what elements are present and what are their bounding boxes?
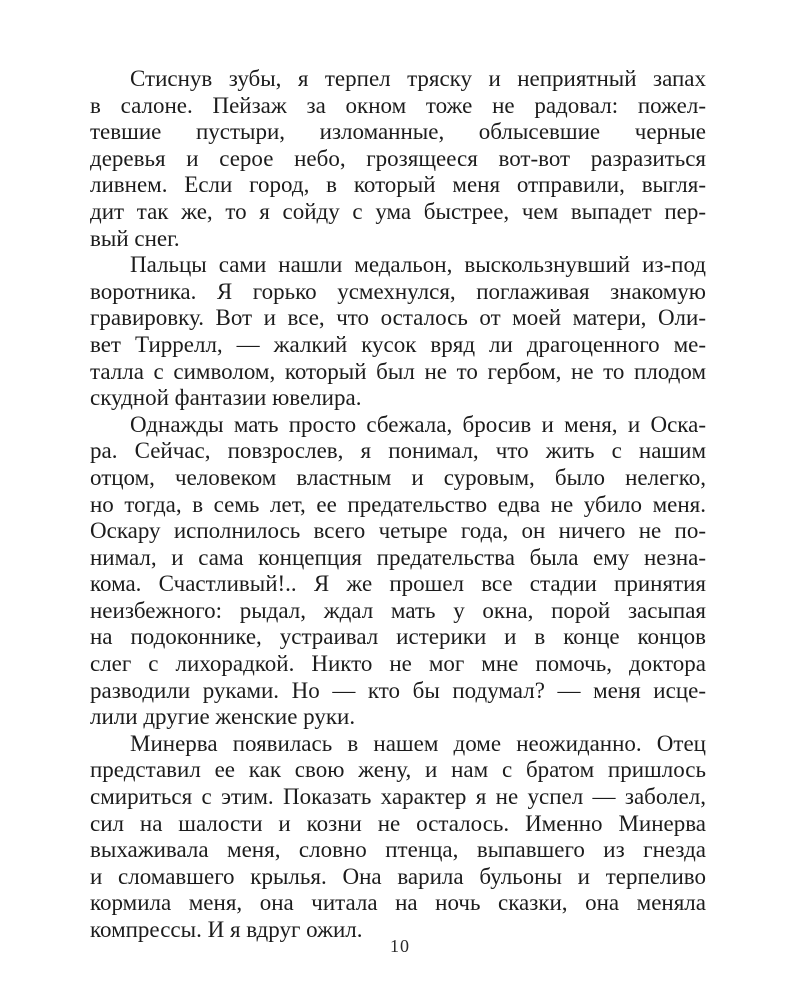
text-line: но тогда, в семь лет, ее предательство едва не убило меня. [90, 491, 706, 517]
text-line: нимал, и сама концепция предательства была ему незна- [90, 544, 706, 570]
text-line: и сломавшего крылья. Она варила бульоны и терпеливо [90, 863, 706, 889]
text-line: тевшие пустыри, изломанные, облысевшие черные [90, 119, 706, 145]
text-line: неизбежного: рыдал, ждал мать у окна, порой засыпая [90, 597, 706, 623]
text-line: на подоконнике, устраивал истерики и в конце концов [90, 624, 706, 650]
text-line: представил ее как свою жену, и нам с братом пришлось [90, 757, 706, 783]
text-line: вет Тиррелл, — жалкий кусок вряд ли драгоценного ме- [90, 331, 706, 357]
paragraph-3 [90, 412, 706, 731]
text-line: гравировку. Вот и все, что осталось от моей матери, Оли- [90, 305, 706, 331]
text-line: отцом, человеком властным и суровым, было нелегко, [90, 464, 706, 490]
book-page-text [90, 66, 706, 944]
text-line: в салоне. Пейзаж за окном тоже не радовал: пожел- [90, 92, 706, 118]
text-line: слег с лихорадкой. Никто не мог мне помочь, доктора [90, 651, 706, 677]
text-line: ливнем. Если город, в который меня отправили, выгля- [90, 172, 706, 198]
paragraph-1 [90, 66, 706, 252]
text-line: кормила меня, она читала на ночь сказки, она меняла [90, 890, 706, 916]
text-line: Стиснув зубы, я терпел тряску и неприятный запах [130, 66, 706, 91]
text-line: вый снег. [90, 225, 180, 251]
text-line: воротника. Я горько усмехнулся, поглаживая знакомую [90, 278, 706, 304]
text-line: сил на шалости и козни не осталось. Именно Минерва [90, 810, 706, 836]
text-line: кома. Счастливый!.. Я же прошел все стадии принятия [90, 571, 706, 597]
text-line: ра. Сейчас, повзрослев, я понимал, что жить с нашим [90, 438, 706, 464]
paragraph-2 [90, 252, 706, 412]
page-number: 10 [390, 936, 410, 956]
text-line: скудной фантазии ювелира. [90, 385, 362, 411]
text-line: лили другие женские руки. [90, 704, 356, 730]
text-line: Пальцы сами нашли медальон, выскользнувший из-под [130, 252, 706, 278]
text-line: Минерва появилась в нашем доме неожиданно. Отец [130, 730, 706, 756]
text-line: деревья и серое небо, грозящееся вот-вот разразиться [90, 145, 706, 171]
text-line: разводили руками. Но — кто бы подумал? — меня исце- [90, 677, 706, 703]
text-line: Оскару исполнилось всего четыре года, он ничего не по- [90, 518, 706, 544]
text-line: выхаживала меня, словно птенца, выпавшего из гнезда [90, 837, 706, 863]
text-line: талла с символом, который был не то гербом, не то плодом [90, 358, 706, 384]
text-line: дит так же, то я сойду с ума быстрее, чем выпадет пер- [90, 198, 706, 224]
paragraph-4 [90, 731, 706, 944]
text-line: Однажды мать просто сбежала, бросив и меня, и Оска- [130, 411, 706, 437]
text-line: компрессы. И я вдруг ожил. [90, 917, 363, 942]
text-line: смириться с этим. Показать характер я не успел — заболел, [90, 784, 706, 810]
